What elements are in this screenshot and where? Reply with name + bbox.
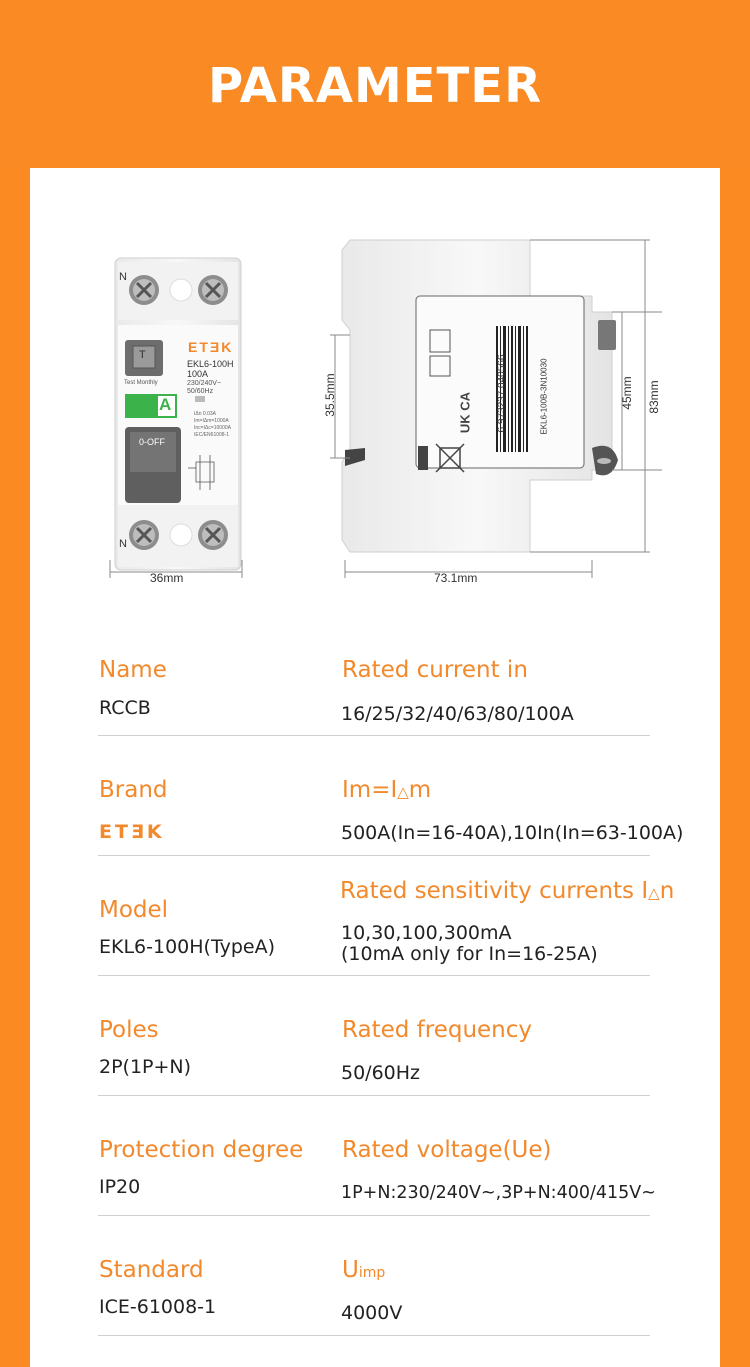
delta-symbol: △ [397,783,409,801]
device-model [187,359,234,379]
spec-sensitivity-value-line2: (10mA only for In=16-25A) [341,943,598,965]
delta-symbol: △ [648,884,660,902]
spec-sensitivity-label-text: Rated sensitivity currents I [340,878,649,904]
row-divider [98,975,650,976]
dimension-45: 45mm [620,376,634,410]
spec-standard-value: ICE-61008-1 [99,1296,217,1318]
switch-label: 0-OFF [139,437,165,447]
spec-line: IΔn 0.03A [194,411,216,417]
spec-poles-value: 2P(1P+N) [99,1056,192,1078]
spec-protection-value: IP20 [99,1176,141,1198]
spec-uimp-label-text: U [342,1257,359,1283]
spec-uimp-label-sub: imp [358,1265,386,1281]
side-label-model: EKL6-100B-3N10030 [539,358,549,435]
spec-uimp-value: 4000V [341,1302,403,1324]
device-rating [187,380,221,396]
row-divider [98,735,650,736]
spec-im-label-tail: m [408,777,432,803]
spec-line: IEC/EN61008-1 [194,432,230,438]
test-monthly-label: Test Monthly [124,380,158,386]
page-title: PARAMETER [207,58,543,114]
device-voltage: 230/240V~ [187,380,222,387]
spec-im-label [342,777,431,803]
device-spec-lines [194,411,231,439]
terminal-label-top: N [119,271,127,283]
row-divider [98,1335,650,1336]
dimension-35-5: 35.5mm [323,373,337,417]
spec-model-value: EKL6-100H(TypeA) [99,936,276,958]
spec-model-label: Model [99,897,169,923]
spec-line: Inc=IΔc=10000A [194,425,231,431]
type-a-badge: A [159,395,172,414]
device-frequency: 50/60Hz [187,388,214,395]
row-divider [98,1215,650,1216]
dimension-83: 83mm [647,380,661,414]
spec-frequency-label: Rated frequency [342,1017,533,1043]
product-figure [0,0,750,640]
ukca-mark: UK CA [457,391,473,434]
width-dimension: 36mm [150,571,184,585]
terminal-label-bottom: N [119,538,127,550]
device-brand: ETƎK [188,339,234,355]
spec-sensitivity-value [341,923,598,965]
row-divider [98,1095,650,1096]
spec-name-value: RCCB [99,697,151,719]
spec-name-label: Name [99,657,167,683]
spec-im-label-text: Im=I [342,777,398,803]
weee-bin-icon [436,444,464,472]
spec-voltage-label: Rated voltage(Ue) [342,1137,552,1163]
test-button-label: T [139,349,146,361]
spec-brand-label: Brand [99,777,168,803]
spec-rated-current-value: 16/25/32/40/63/80/100A [341,703,574,725]
brand-logo: ETƎK [99,821,165,843]
spec-protection-label: Protection degree [99,1137,304,1163]
spec-sensitivity-label [340,878,674,904]
spec-rated-current-label: Rated current in [342,657,528,683]
spec-voltage-value: 1P+N:230/240V~,3P+N:400/415V~ [341,1183,656,1203]
spec-frequency-value: 50/60Hz [341,1062,421,1084]
spec-poles-label: Poles [99,1017,159,1043]
row-divider [98,855,650,856]
spec-line: Im=IΔm=1000A [194,418,229,424]
spec-sensitivity-value-line1: 10,30,100,300mA [341,922,512,944]
product-drawing [0,0,750,640]
device-model-line2: 100A [187,369,209,379]
spec-uimp-label [342,1257,385,1283]
spec-sensitivity-label-tail: n [659,878,675,904]
device-model-line1: EKL6-100H [187,359,234,369]
depth-dimension: 73.1mm [434,571,478,585]
spec-im-value: 500A(In=16-40A),10In(In=63-100A) [341,822,684,844]
spec-standard-label: Standard [99,1257,204,1283]
side-barcode-digits: 6 973237 040566 [496,354,508,433]
